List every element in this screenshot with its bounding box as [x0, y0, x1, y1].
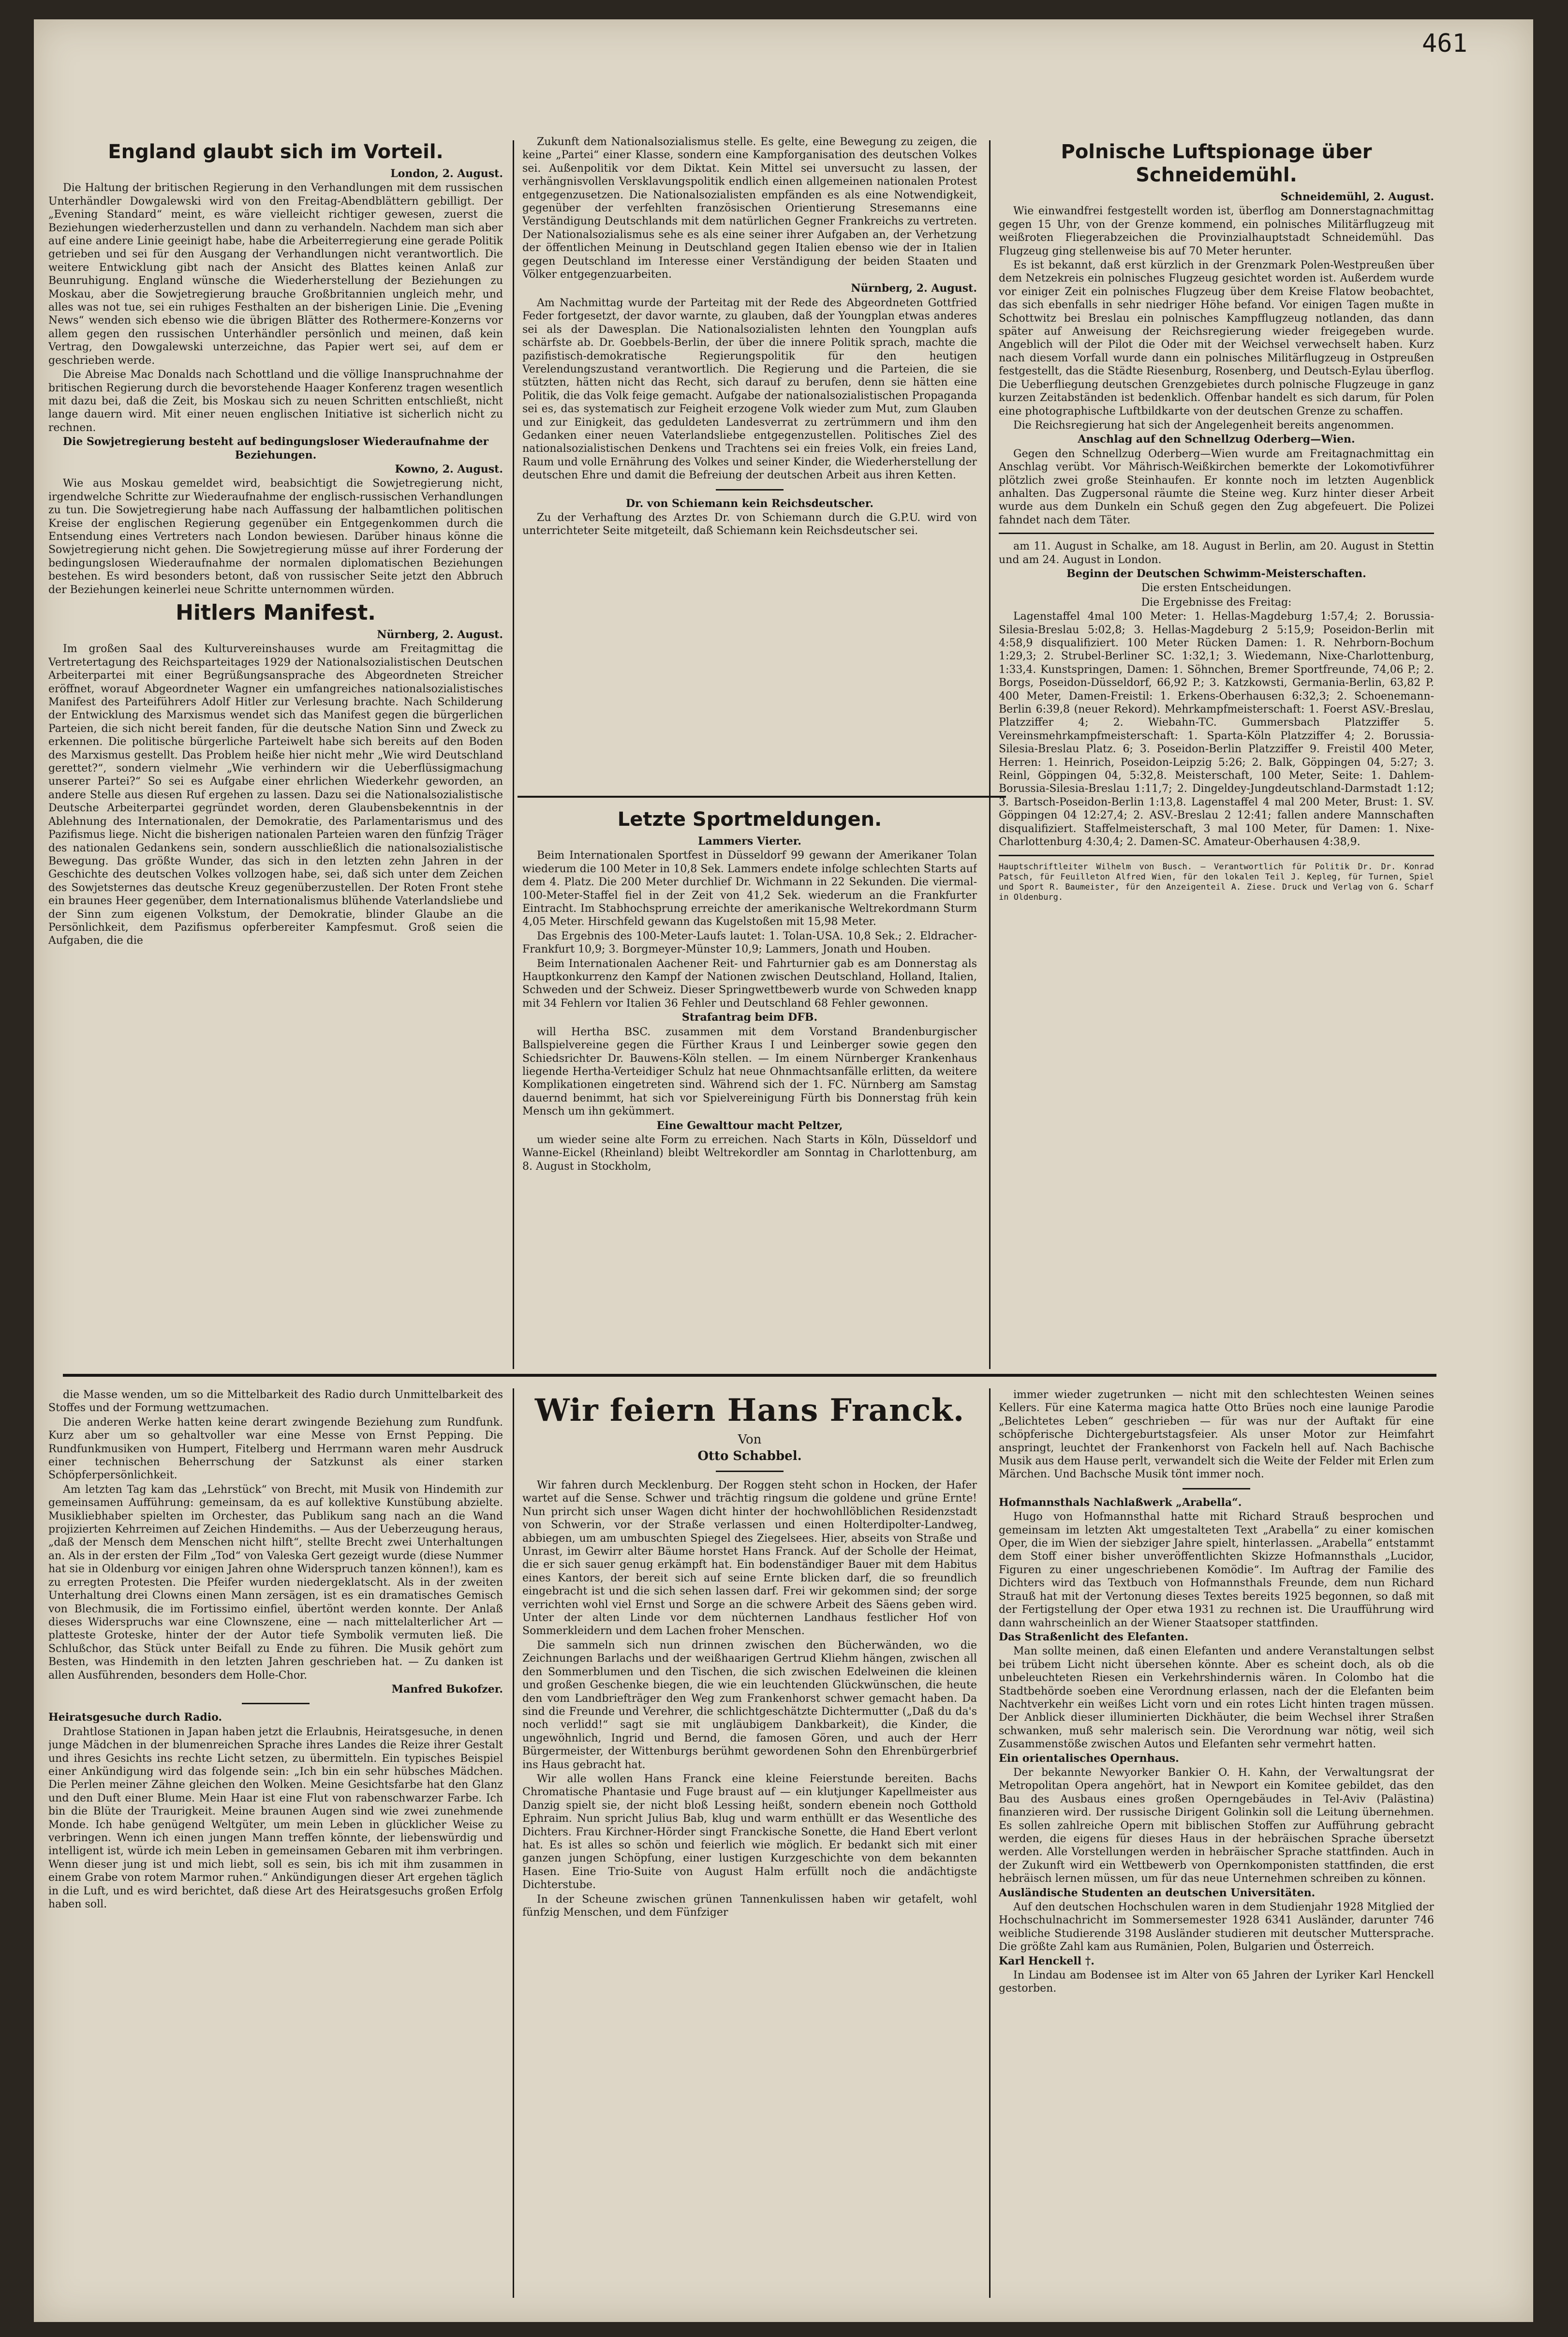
headline-hitler: Hitlers Manifest. [176, 600, 376, 625]
subhead-peltzer: Eine Gewalttour macht Peltzer, [656, 1119, 843, 1132]
paragraph: Die Reichsregierung hat sich der Angelegenheit bereits angenommen. [1013, 419, 1394, 432]
paragraph: Die sammeln sich nun drinnen zwischen den Bücherwänden, wo die Zeichnungen Barlachs und der weißhaarigen Gertrud Kliehm hängen, zwischen all den Sommerblumen und den Tischen, die sich zwischen Edelweinen die kleinen und großen Geschenke biegen, die wie ein leuchtenden Glückwünschen, die heute den vom Landbriefträger den Weg zum Frankenhorst schwer gemacht haben. Da sind die Freunde und Verehrer, die schlichtgeschätzte Dichtermutter („Daß du da's noch verlidd!“ sagt sie mit ungläubigem Dankbarkeit), die Kinder, die ungewöhnlich, Ingrid und Bernd, die famosen Gören, und auch der Herr Bürgermeister, der Wittenburgs berühmt gewordenen Sohn den Ehrenbürgerbrief ins Haus gebracht hat. [522, 1639, 977, 1771]
divider [242, 1703, 310, 1704]
paragraph: um wieder seine alte Form zu erreichen. Nach Starts in Köln, Düsseldorf und Wanne-Eickel (Rheinland) bleibt Weltrekordler am Sonntag in Charlottenburg, am 8. August in Stockholm, [522, 1133, 977, 1173]
column-rule [513, 140, 514, 1369]
section-rule [518, 796, 1006, 798]
paragraph: Wie aus Moskau gemeldet wird, beabsichtigt die Sowjetregierung nicht, irgendwelche Schritte zur Wiederaufnahme der englisch-russischen Verhandlungen zu tun. Die Sowjetregierung habe nach Auffassung der halbamtlichen politischen Kreise der englischen Regierung gegenüber ein Entgegenkommen durch die Entsendung eines Vertreters nach London bewiesen. Darüber hinaus könne die Sowjetregierung nicht gehen. Die Sowjetregierung müsse auf ihrer Forderung der bedingungslosen Wiederaufnahme der normalen diplomatischen Beziehungen bestehen. Es wird besonders betont, daß von russischer Seite jetzt den Abbruch der Beziehungen keinerlei neue Schritte unternommen würden. [48, 477, 503, 596]
column-rule [989, 140, 991, 1369]
paragraph: Man sollte meinen, daß einen Elefanten und andere Veranstaltungen selbst bei trübem Licht nicht übersehen könnte. Aber es scheint doch, als ob die unbeleuchteten Riesen ein Verkehrshindernis wären. In Colombo hat die Stadtbehörde soeben eine Verordnung erlassen, nach der die Elefanten beim Nachtverkehr ein weißes Licht vorn und ein rotes Licht hinten tragen müssen. Der Anblick dieser illuminierten Dickhäuter, die beim Wechsel ihrer Straßen schwanken, muß sehr malerisch sein. Die Verordnung war nötig, weil sich Zusammenstöße zwischen Autos und Elefanten sehr vermehrt hatten. [999, 1645, 1434, 1751]
divider [1183, 1488, 1250, 1489]
paragraph: Am Nachmittag wurde der Parteitag mit der Rede des Abgeordneten Gottfried Feder fortgesetzt, der davor warnte, zu glauben, daß der Youngplan etwas anderes sei als der Dawesplan. Die Nationalsozialisten lehnten den Youngplan aufs schärfste ab. Dr. Goebbels-Berlin, der über die innere Politik sprach, machte die pazifistisch-demokratische Regierungspolitik für den heutigen Verelendungszustand verantwortlich. Die Regierung und die Parteien, die sie stützten, hätten nicht das Recht, sich darauf zu berufen, denn sie hätten eine Politik, die das Volk feige gemacht. Aufgabe der nationalsozialistischen Propaganda sei es, das systematisch zur Feigheit erzogene Volk wieder zum Mut, zum Glauben und zur Einigkeit, das geduldeten Landesverrat zu zertrümmern und ihm den Gedanken einer neuen Vaterlandsliebe entgegenzustellen. Politisches Ziel des nationalsozialistischen Denkens und Trachtens sei ein freies Volk, ein freies Land, Raum und volle Ernährung des Volkes und seiner Kinder, die Wiederherstellung der deutschen Ehre und damit die Befreiung der deutschen Arbeit aus ihren Ketten. [522, 297, 977, 482]
paragraph: Die Abreise Mac Donalds nach Schottland und die völlige Inanspruchnahme der britischen Regierung durch die bevorstehende Haager Konferenz tragen wesentlich mit dazu bei, daß die Zeit, bis Moskau sich zu neuen Schritten entschließt, nicht lange dauern wird. Mit einer neuen englischen Initiative ist sicherlich nicht zu rechnen. [48, 369, 503, 434]
subhead-heirat: Heiratsgesuche durch Radio. [48, 1711, 222, 1724]
paragraph: Wir alle wollen Hans Franck eine kleine Feierstunde bereiten. Bachs Chromatische Phantasie und Fuge braust auf — ein klutjunger Kapellmeister aus Danzig spielt sie, der nicht bloß Lessing heißt, sondern ebenein noch Gotthold Ephraim. Nun spricht Julius Bab, klug und warm enthüllt er das Wesentliche des Dichters. Frau Kirchner-Hörder singt Franckische Sonette, die Hand Ebert verlont hat. Es ist alles so schön und feierlich wie möglich. Er bedankt sich mit einer ganzen jungen Schöpfung, einer lustigen Kurzgeschichte von dem bekannten Hasen. Eine Trio-Suite von August Halm erfüllt noch die andächtigste Dichterstube. [522, 1772, 977, 1891]
paragraph: Die Haltung der britischen Regierung in den Verhandlungen mit dem russischen Unterhändler Dowgalewski wird von den Freitag-Abendblättern gebilligt. Der „Evening Standard“ meint, es wäre vielleicht richtiger gewesen, zuerst die Beziehungen wiederherzustellen und dann zu verhandeln. Nachdem man sich aber auf eine andere Linie geeinigt habe, habe die Arbeiterregierung eine gerade Politik getrieben und sei für den Ausgang der Verhandlungen nicht verantwortlich. Die weitere Entwicklung gibt nach der Ansicht des Blattes keinen Anlaß zur Beunruhigung. England wünsche die Wiederherstellung der Beziehungen zu Moskau, aber die Sowjetregierung brauche Großbritannien ungleich mehr, und alles was not tue, sei ein ruhiges Festhalten an der bisherigen Linie. Die „Evening News“ wenden sich ebenso wie die übrigen Blätter des Rothermere-Konzerns vor allem gegen den russischen Unterhändler persönlich und meinen, daß kein Vertrag, den Dowgalewski unterzeichne, das Papier wert sei, auf dem er geschrieben werde. [48, 182, 503, 367]
headline-sport: Letzte Sportmeldungen. [617, 808, 882, 831]
paragraph: will Hertha BSC. zusammen mit dem Vorstand Brandenburgischer Ballspielvereine gegen die Fürther Kraus I und Leinberger sowie gegen den Schiedsrichter Dr. Bauwens-Köln stellen. — Im einem Nürnberger Krankenhaus liegende Hertha-Verteidiger Schulz hat neue Ohnmachtsanfälle erlitten, da weitere Komplikationen eingetreten sind. Während sich der 1. FC. Nürnberg am Samstag dauernd benimmt, hat sich vor Spielvereinigung Fürth bis Donnerstag früh kein Mensch um ihn gekümmert. [522, 1026, 977, 1118]
page-number: 461 [1422, 29, 1467, 58]
paragraph: Beim Internationalen Aachener Reit- und Fahrturnier gab es am Donnerstag als Hauptkonkurrenz den Kampf der Nationen zwischen Deutschland, Holland, Italien, Schweden und der Schweiz. Dieser Springwettbewerb wurde von Schweden knapp mit 34 Fehlern vor Italien 36 Fehler und Deutschland 68 Fehler gewonnen. [522, 957, 977, 1010]
subhead-schwimm: Beginn der Deutschen Schwimm-Meisterschaften. [1066, 567, 1366, 580]
paragraph: Auf den deutschen Hochschulen waren in dem Studienjahr 1928 Mitglied der Hochschulnachricht im Sommersemester 1928 6341 Ausländer, darunter 746 weibliche Studierende 3198 Ausländer studieren mit deutscher Muttersprache. Die größte Zahl kam aus Rumänien, Polen, Bulgarien und Österreich. [999, 1901, 1434, 1953]
divider [999, 533, 1434, 534]
dateline-kowno: Kowno, 2. August. [395, 462, 503, 476]
paragraph: Zukunft dem Nationalsozialismus stelle. Es gelte, eine Bewegung zu zeigen, die keine „Partei“ einer Klasse, sondern eine Kampforganisation des deutschen Volkes sei. Außenpolitik vor dem Diktat. Kein Mittel sei unversucht zu lassen, der verhängnisvollen Versklavungspolitik endlich einen allgemeinen nationalen Protest entgegenzusetzen. Die Nationalsozialisten empfänden es als eine Notwendigkeit, gegenüber der verfehlten französischen Orientierung Stresemanns eine Verständigung Deutschlands mit dem natürlichen Gegner Frankreichs zu vertreten. Der Nationalsozialismus sehe es als eine seiner ihrer Aufgaben an, der Verhetzung der öffentlichen Meinung in Deutschland gegen Italien ebenso wie der in Italien gegen Deutschland im Interesse einer Verständigung der beiden Staaten und Völker entgegenzuarbeiten. [522, 136, 977, 281]
subhead-entscheidungen: Die ersten Entscheidungen. [1141, 582, 1292, 595]
paragraph: immer wieder zugetrunken — nicht mit den schlechtesten Weinen seines Kellers. Für eine Katerma magica hatte Otto Brües noch eine launige Parodie „Belichtetes Leben“ geschrieben — für was nur der Auftakt für eine schöpferische Dichtergeburtstagsfeier. Als unser Motor zur Heimfahrt anspringt, leuchtet der Frankenhorst von Fackeln hell auf. Nach Bachische Musik aus dem Hause perlt, verwandelt sich die Weite der Felder mit Erlen zum Märchen. Und Bachsche Musik tönt immer noch. [999, 1389, 1434, 1481]
subhead-anschlag: Anschlag auf den Schnellzug Oderberg—Wien. [1078, 433, 1355, 446]
subhead-sowjet: Die Sowjetregierung besteht auf bedingungsloser Wiederaufnahme der Beziehungen. [62, 435, 489, 461]
column-nuernberg-cont [522, 135, 977, 793]
column-rule [513, 1388, 514, 2298]
author-bukofzer: Manfred Bukofzer. [391, 1682, 503, 1696]
paragraph: Das Ergebnis des 100-Meter-Laufs lautet: 1. Tolan-USA. 10,8 Sek.; 2. Eldracher-Frankfurt 10,9; 3. Borgmeyer-Münster 10,9; Lammers, Jonath und Houben. [522, 930, 977, 956]
paragraph: Wie einwandfrei festgestellt worden ist, überflog am Donnerstagnachmittag gegen 15 Uhr, von der Grenze kommend, ein polnisches Militärflugzeug mit weißroten Fliegerabzeichen die Provinzialhauptstadt Schneidemühl. Das Flugzeug ging stellenweise bis auf 70 Meter herunter. [999, 205, 1434, 257]
page-divider [63, 1374, 1436, 1377]
paragraph: am 11. August in Schalke, am 18. August in Berlin, am 20. August in Stettin und am 24. August in London. [999, 540, 1434, 566]
divider [716, 1471, 784, 1472]
paragraph: Drahtlose Stationen in Japan haben jetzt die Erlaubnis, Heiratsgesuche, in denen junge Mädchen in der blumenreichen Sprache ihres Landes die Reize ihrer Gestalt und ihres Gesichts ins rechte Licht setzen, zu übermitteln. Ein typisches Beispiel einer Ankündigung wird das folgende sein: „Ich bin ein sehr hübsches Mädchen. Die Perlen meiner Zähne gleichen den Wolken. Meine Gesichtsfarbe hat den Glanz und den Duft einer Blume. Mein Haar ist eine Flut von rabenschwarzer Farbe. Ich bin die Blüte der Traurigkeit. Meine braunen Augen sind wie zwei zunehmende Monde. Ich habe genügend Weltgüter, um mein Leben in glücklicher Weise zu verbringen. Wenn ich einen jungen Mann treffen könnte, der liebenswürdig und intelligent ist, würde ich mein Leben in gemeinsamen Gebaren mit ihm verbringen. Wenn dieser jung ist und mich liebt, soll es sein, bis ich mit ihm zusammen in einem Grabe von rotem Marmor ruhen.“ Ankündigungen dieser Art ergehen täglich in die Luft, und es wird berichtet, daß diese Art des Heiratsgesuchs großen Erfolg haben soll. [48, 1726, 503, 1911]
column-feuilleton [999, 1388, 1434, 2307]
paragraph: Im großen Saal des Kulturvereinshauses wurde am Freitagmittag die Vertretertagung des Reichsparteitages 1929 der Nationalsozialistischen Deutschen Arbeiterpartei mit einer Begrüßungsansprache des Abgeordneten Streicher eröffnet, worauf Abgeordneter Wagner ein umfangreiches nationalsozialistisches Manifest des Parteiführers Adolf Hitler zur Verlesung brachte. Nach Schilderung der Entwicklung des Marxismus wendet sich das Manifest gegen die bürgerlichen Parteien, die sich nicht bereit fanden, für die deutsche Nation Sinn und Zweck zu erkennen. Die politische bürgerliche Parteiwelt habe sich bereits auf den Boden des Marxismus gestellt. Das Problem heiße hier nicht mehr „Wie wird Deutschland gerettet?“, sondern vielmehr „Wie verhindern wir die Ueberflüssigmachung unserer Partei?“ So sei es Aufgabe einer ehrlichen Wiederkehr geworden, an andere Stelle aus diesen Ruf ergehen zu lassen. Dazu sei die Nationalsozialistische Deutsche Arbeiterpartei gegründet worden, deren Glaubensbekenntnis in der Ablehnung des Internationalen, der Demokratie, des Parlamentarismus und des Pazifismus liege. Nicht die bisherigen nationalen Parteien waren den fünfzig Träger des nationalen Gedankens sein, sondern ausschließlich die nationalsozialistische Bewegung. Das größte Wunder, das sich in den letzten zehn Jahren in der Geschichte des deutschen Volkes vollzogen habe, sei, daß sich unter dem Zeichen des Sowjetsternes das deutsche Kreuz gegenüberzustellen. Der Roten Front stehe ein braunes Heer gegenüber, dem Internationalismus blühende Vaterlandsliebe und der Sinn zum eigenen Volkstum, der Demokratie, blinder Glaube an die Persönlichkeit, dem Pazifismus opferbereiter Kampfesmut. Groß seien die Aufgaben, die die [48, 643, 503, 947]
paragraph: Der bekannte Newyorker Bankier O. H. Kahn, der Verwaltungsrat der Metropolitan Opera angehört, hat in Newport ein Komitee gebildet, das den Bau des Ausbaus eines großen Operngebäudes in Tel-Aviv (Palästina) finanzieren wird. Der russische Dirigent Golinkin soll die Leitung übernehmen. Es sollen zahlreiche Opern mit biblischen Stoffen zur Aufführung gebracht werden, die eigens für dieses Haus in der hebräischen Sprache übersetzt werden. Alle Vorstellungen werden in hebräischer Sprache stattfinden. Auch in der Zukunft wird ein Wettbewerb von Opernkomponisten stattfinden, die erst hebräisch lernen müssen, um für das neue Unternehmen schreiben zu können. [999, 1766, 1434, 1885]
column-sport [522, 803, 977, 1355]
imprint: Hauptschriftleiter Wilhelm von Busch. — Verantwortlich für Politik Dr. Dr. Konrad Patsch, für Feuilleton Alfred Wien, für den lokalen Teil J. Kepleg, für Turnen, Spiel und Sport R. Baumeister, für den Anzeigenteil A. Ziese. Druck und Verlag von G. Scharf in Oldenburg. [999, 862, 1434, 902]
byline-von: Von [738, 1432, 762, 1447]
dateline-nuernberg-2: Nürnberg, 2. August. [851, 282, 977, 295]
newspaper-page [34, 19, 1533, 2322]
paragraph: Am letzten Tag kam das „Lehrstück“ von Brecht, mit Musik von Hindemith zur gemeinsamen Aufführung: gemeinsam, da es auf kollektive Kunstübung abzielte. Musikliebhaber spielten im Orchester, das Publikum sang nach an die Wand projizierten Kehrreimen auf Zeichen Hindemiths. — Aus der Ueberzeugung heraus, „daß der Mensch dem Menschen nicht hilft“, stellte Brecht zwei Unterhaltungen an. Als in der ersten der Film „Tod“ von Valeska Gert gezeigt wurde (diese Nummer hat sie in Oldenburg vor einigen Jahren ohne Widerspruch tanzen können!), kam es zu erregten Protesten. Die Pfeifer wurden niedergeklatscht. Als in der zweiten Unterhaltung drei Clowns einen Mann zersägen, ist es ein dramatisches Gemisch von Blechmusik, die im Fortissimo einfiel, übertönt werden konnte. Der Anlaß dieses Widerspruchs war eine Clownszene, eine — nach mittelalterlicher Art — platteste Groteske, hinter der der Autor tiefe Symbolik vermuten ließ. Die Schlußchor, das Stück unter Beifall zu Ende zu führen. Die Musik gehört zum Besten, was Hindemith in den letzten Jahren geschrieben hat. — Zu danken ist allen Ausführenden, besonders dem Holle-Chor. [48, 1483, 503, 1682]
paragraph: die Masse wenden, um so die Mittelbarkeit des Radio durch Unmittelbarkeit des Stoffes und der Formung wettzumachen. [48, 1389, 503, 1414]
column-hans-franck [522, 1388, 977, 2307]
paragraph: Gegen den Schnellzug Oderberg—Wien wurde am Freitagnachmittag ein Anschlag verübt. Vor Mährisch-Weißkirchen bemerkte der Lokomotivführer plötzlich zwei große Steinhaufen. Er konnte noch im letzten Augenblick anhalten. Das Zugpersonal räumte die Steine weg. Kurz hinter dieser Arbeit wurde aus dem Dunkeln ein Schuß gegen den Zug abgefeuert. Die Polizei fahndet nach dem Täter. [999, 447, 1434, 526]
subhead-schiemann: Dr. von Schiemann kein Reichsdeutscher. [625, 497, 874, 510]
paragraph: Zu der Verhaftung des Arztes Dr. von Schiemann durch die G.P.U. wird von unterrichteter Seite mitgeteilt, daß Schiemann kein Reichsdeutscher sei. [522, 511, 977, 537]
paragraph: Beim Internationalen Sportfest in Düsseldorf 99 gewann der Amerikaner Tolan wiederum die 100 Meter in 10,8 Sek. Lammers endete infolge schlechten Starts auf dem 4. Platz. Die 200 Meter durchlief Dr. Wichmann in 22 Sekunden. Die viermal-100-Meter-Staffel fiel in der Zeit von 41,2 Sek. wiederum an die Frankfurter Eintracht. Im Stabhochsprung erreichte der amerikanische Weltrekordmann Sturm 4,05 Meter. Hirschfeld gewann das Kugelstoßen mit 15,98 Meter. [522, 849, 977, 928]
column-england-hitler [48, 135, 503, 1311]
paragraph: Hugo von Hofmannsthal hatte mit Richard Strauß besprochen und gemeinsam im letzten Akt umgestalteten Text „Arabella“ zu einer komischen Oper, die im Wien der siebziger Jahre spielt, hinterlassen. „Arabella“ entstammt dem Stoff einer bisher unveröffentlichten Skizze Hofmannsthals „Lucidor, Figuren zu einer ungeschriebenen Komödie“. Im Auftrag der Familie des Dichters wird das Textbuch von Hofmannsthals Freunde, dem nun Richard Strauß hat mit der Vertonung dieses Textes bereits 1925 begonnen, so daß mit der Fertigstellung der Oper etwa 1931 zu rechnen ist. Die Uraufführung wird dann wahrscheinlich an der Wiener Staatsoper stattfinden. [999, 1511, 1434, 1629]
paragraph: Es ist bekannt, daß erst kürzlich in der Grenzmark Polen-Westpreußen über dem Netzekreis ein polnisches Flugzeug gesichtet worden ist. Außerdem wurde vor einiger Zeit ein polnisches Flugzeug über dem Kreise Flatow beobachtet, das sich ebenfalls in sehr niedriger Höhe befand. Vor einigen Tagen mußte in Schottwitz bei Breslau ein polnisches Kampfflugzeug notlanden, das dann später auf Anweisung der Reichsregierung wieder freigegeben wurde. Angeblich will der Pilot die Oder mit der Weichsel verwechselt haben. Kurz nach diesem Vorfall wurde dann ein polnisches Militärflugzeug in Ostpreußen festgestellt, das die Städte Riesenburg, Rosenberg, und Deutsch-Eylau überflog. Die Ueberfliegung deutschen Grenzgebietes durch polnische Flugzeuge in ganz kurzen Zeitabständen ist bedenklich. Offenbar handelt es sich darum, für Polen eine photographische Luftbildkarte von der deutschen Grenze zu schaffen. [999, 259, 1434, 417]
column-radio [48, 1388, 503, 2307]
subhead-ergebnisse: Die Ergebnisse des Freitag: [1141, 596, 1292, 609]
headline-hans-franck: Wir feiern Hans Franck. [534, 1392, 965, 1429]
dateline-london: London, 2. August. [390, 167, 503, 180]
column-luftspionage [999, 135, 1434, 1364]
headline-luftspionage: Polnische Luftspionage über Schneidemühl. [1061, 141, 1372, 186]
dateline-nuernberg: Nürnberg, 2. August. [377, 628, 503, 641]
subhead-lammers: Lammers Vierter. [698, 835, 801, 848]
column-rule [989, 1388, 991, 2298]
paragraph: In Lindau am Bodensee ist im Alter von 65 Jahren der Lyriker Karl Henckell gestorben. [999, 1969, 1434, 1995]
subhead-arabella: Hofmannsthals Nachlaßwerk „Arabella“. [999, 1496, 1242, 1509]
divider [716, 489, 784, 491]
subhead-studenten: Ausländische Studenten an deutschen Universitäten. [999, 1886, 1316, 1899]
byline-author: Otto Schabbel. [697, 1449, 802, 1463]
paragraph: Wir fahren durch Mecklenburg. Der Roggen steht schon in Hocken, der Hafer wartet auf die Sense. Schwer und trächtig ringsum die goldene und grüne Ernte! Nun prircht sich unser Wagen dicht hinter der hochwohllöblichen Residenzstadt von Schwerin, vor der Straße verlassen und einen Holterdipolter-Landweg, abbiegen, um am umbuschten Spiegel des Ziegelsees. Hier, abseits von Straße und Unrast, im Gewirr alter Bäume horstet Hans Franck. Auf der Scholle der Heimat, die er sich sauer genug erkämpft hat. Ein bodenständiger Bauer mit dem Habitus eines Kantors, der bereit sich auf seine Ernte blicken darf, die so freundlich eingebracht ist und die sich sehen lassen darf. Frei wir gekommen sind; der sorge verrichten wohl viel Ernst und Sorge an die schwere Arbeit des Säens geben wird. Unter der alten Linde vor dem nüchternen Landhaus festlicher Hof von Sommerkleidern und dem Lachen froher Menschen. [522, 1479, 977, 1637]
subhead-strafantrag: Strafantrag beim DFB. [681, 1011, 818, 1024]
paragraph: Die anderen Werke hatten keine derart zwingende Beziehung zum Rundfunk. Kurz aber um so gehaltvoller war eine Messe von Ernst Pepping. Die Rundfunkmusiken von Humpert, Fitelberg und Herrmann waren mehr Ausdruck einer technischen Beherrschung der Satzkunst als einer starken Schöpferpersönlichkeit. [48, 1416, 503, 1482]
subhead-elefant: Das Straßenlicht des Elefanten. [999, 1630, 1188, 1643]
divider [999, 855, 1434, 856]
subhead-opernhaus: Ein orientalisches Opernhaus. [999, 1752, 1179, 1765]
dateline-schneidemuehl: Schneidemühl, 2. August. [1280, 191, 1434, 203]
paragraph: In der Scheune zwischen grünen Tannenkulissen haben wir getafelt, wohl fünfzig Menschen, und dem Fünfziger [522, 1893, 977, 1919]
subhead-henckell: Karl Henckell †. [999, 1954, 1095, 1967]
paragraph: Lagenstaffel 4mal 100 Meter: 1. Hellas-Magdeburg 1:57,4; 2. Borussia-Silesia-Breslau 5:02,8; 3. Hellas-Magdeburg 2 5:15,9; Poseidon-Berlin mit 4:58,9 disqualifiziert. 100 Meter Rücken Damen: 1. R. Nehrborn-Bochum 1:29,3; 2. Strubel-Berliner SC. 1:32,1; 3. Wiedemann, Nixe-Charlottenburg, 1:33,4. Kunstspringen, Damen: 1. Söhnchen, Bremer Sportfreunde, 74,06 P.; 2. Borgs, Poseidon-Düsseldorf, 66,92 P.; 3. Katzkowsti, Germania-Berlin, 63,82 P. 400 Meter, Damen-Freistil: 1. Erkens-Oberhausen 6:32,3; 2. Schoenemann-Berlin 6:39,8 (neuer Rekord). Mehrkampfmeisterschaft: 1. Foerst ASV.-Breslau, Platzziffer 4; 2. Wiebahn-TC. Gummersbach Platzziffer 5. Vereinsmehrkampfmeisterschaft: 1. Sparta-Köln Platzziffer 4; 2. Borussia-Silesia-Breslau Platz. 6; 3. Poseidon-Berlin Platzziffer 9. Freistil 400 Meter, Herren: 1. Heinrich, Poseidon-Leipzig 5:26; 2. Balk, Göppingen 04, 5:27; 3. Reinl, Göppingen 04, 5:32,8. Meisterschaft, 100 Meter, Seite: 1. Dahlem-Borussia-Silesia-Breslau 1:11,7; 2. Dingeldey-Jungdeutschland-Darmstadt 1:12; 3. Bartsch-Poseidon-Berlin 1:13,8. Lagenstaffel 4 mal 200 Meter, Brust: 1. SV. Göppingen 04 12:27,4; 2. ASV.-Breslau 2 12:41; fallen andere Mannschaften disqualifiziert. Staffelmeisterschaft, 3 mal 100 Meter, für Damen: 1. Nixe-Charlottenburg 4:30,4; 2. Damen-SC. Amateur-Oberhausen 4:38,9. [999, 610, 1434, 848]
headline-england: England glaubt sich im Vorteil. [108, 141, 444, 163]
